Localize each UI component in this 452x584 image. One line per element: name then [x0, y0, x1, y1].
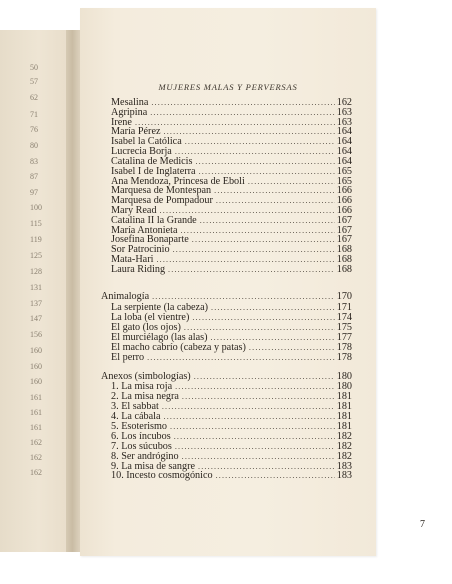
toc-entry-title: El murciélago (las alas) [111, 332, 208, 343]
left-page-number: 160 [30, 362, 42, 371]
toc-entry-title: Marquesa de Pompadour [111, 195, 213, 206]
toc-entry-page: 171 [336, 302, 352, 313]
toc-entry-title: Josefina Bonaparte [111, 234, 189, 245]
toc-entry-page: 164 [336, 156, 352, 167]
left-page-number: 147 [30, 314, 42, 323]
toc-entry-title: 3. El sabbat [111, 401, 159, 412]
dot-leader [147, 352, 335, 364]
left-page-number: 131 [30, 283, 42, 292]
toc-entry-title: Isabel la Católica [111, 136, 182, 147]
toc-entry-page: 178 [336, 342, 352, 353]
left-page-number: 160 [30, 377, 42, 386]
toc-entry-page: 163 [336, 117, 352, 128]
toc-entry-page: 181 [336, 401, 352, 412]
toc-entry-page: 183 [336, 461, 352, 472]
toc-entry-page: 166 [336, 195, 352, 206]
page-number: 7 [420, 519, 425, 530]
toc-entry [111, 264, 352, 276]
toc-entry-page: 178 [336, 352, 352, 363]
toc-entry-page: 182 [336, 451, 352, 462]
left-page-number: 97 [30, 188, 38, 197]
toc-entry-title: 1. La misa roja [111, 381, 173, 392]
toc-entry-page: 181 [336, 421, 352, 432]
toc-entry-title: Mata-Hari [111, 254, 154, 265]
toc-entry-title: El perro [111, 352, 145, 363]
right-page [80, 8, 425, 556]
toc-entry-page: 181 [336, 411, 352, 422]
toc-entry-page: 180 [336, 381, 352, 392]
toc-entry-page: 177 [336, 332, 352, 343]
left-page-number: 128 [30, 267, 42, 276]
toc-entry-title: 4. La cábala [111, 411, 161, 422]
left-page-number: 76 [30, 125, 38, 134]
left-page-number: 50 [30, 63, 38, 72]
toc-entry-title: 8. Ser andrógino [111, 451, 179, 462]
toc-entry-page: 181 [336, 391, 352, 402]
left-page-number: 71 [30, 110, 38, 119]
toc-entry-title: 6. Los íncubos [111, 431, 171, 442]
toc-entry-page: 166 [336, 205, 352, 216]
toc-entry [111, 470, 352, 482]
toc-entry-title: Anexos (simbologías) [101, 371, 191, 382]
left-page-number: 160 [30, 346, 42, 355]
toc-entry-title: Mesalina [111, 97, 149, 108]
toc-entry-page: 166 [336, 185, 352, 196]
toc-entry-page: 164 [336, 146, 352, 157]
left-page [0, 30, 70, 552]
toc-entry-page: 168 [336, 244, 352, 255]
toc-entry-title: Ana Mendoza, Princesa de Eboli [111, 176, 245, 187]
toc-entry-page: 168 [336, 254, 352, 265]
toc-entry-title: Catalina II la Grande [111, 215, 197, 226]
toc-entry-title: 2. La misa negra [111, 391, 179, 402]
toc-entry-page: 174 [336, 312, 352, 323]
toc-entry-title: Irene [111, 117, 132, 128]
left-page-number: 80 [30, 141, 38, 150]
left-page-number: 87 [30, 172, 38, 181]
toc-entry-title: Sor Patrocinio [111, 244, 170, 255]
toc-entry-page: 165 [336, 166, 352, 177]
toc-entry-page: 164 [336, 136, 352, 147]
dot-leader [216, 470, 335, 482]
left-page-number: 125 [30, 251, 42, 260]
toc-entry-page: 167 [336, 225, 352, 236]
toc-entry-page: 167 [336, 234, 352, 245]
toc-entry-page: 162 [336, 97, 352, 108]
left-page-number: 162 [30, 453, 42, 462]
toc-entry-page: 170 [336, 291, 352, 302]
toc-entry-title: Catalina de Medicis [111, 156, 193, 167]
toc-entry-page: 168 [336, 264, 352, 275]
toc-entry-title: La loba (el vientre) [111, 312, 190, 323]
toc-entry-page: 167 [336, 215, 352, 226]
toc-entry-title: 5. Esoterismo [111, 421, 168, 432]
toc-entry-title: Laura Riding [111, 264, 166, 275]
toc-entry-title: Agripina [111, 107, 148, 118]
toc-entry-title: 10. Incesto cosmogónico [111, 470, 213, 481]
toc-entry-page: 164 [336, 126, 352, 137]
toc-entry-title: Isabel I de Inglaterra [111, 166, 196, 177]
left-page-number: 161 [30, 423, 42, 432]
toc-entry-title: El gato (los ojos) [111, 322, 181, 333]
toc-entry-title: Lucrecia Borja [111, 146, 172, 157]
left-page-number: 62 [30, 93, 38, 102]
toc-entry-page: 163 [336, 107, 352, 118]
toc-entry-page: 165 [336, 176, 352, 187]
dot-leader [168, 264, 335, 276]
left-page-number: 100 [30, 203, 42, 212]
toc-entry-page: 180 [336, 371, 352, 382]
toc-entry-title: La serpiente (la cabeza) [111, 302, 208, 313]
left-page-number: 162 [30, 468, 42, 477]
left-page-number: 161 [30, 408, 42, 417]
toc-entry-page: 175 [336, 322, 352, 333]
toc-entry [111, 352, 352, 364]
toc-entry-title: María Antonieta [111, 225, 178, 236]
left-page-number: 57 [30, 77, 38, 86]
toc-entry-title: Marquesa de Montespan [111, 185, 212, 196]
toc-entry-title: Animalogía [101, 291, 150, 302]
table-of-contents [80, 8, 376, 556]
left-page-number: 137 [30, 299, 42, 308]
left-page-number: 162 [30, 438, 42, 447]
toc-entry-page: 182 [336, 431, 352, 442]
toc-entry-title: El macho cabrío (cabeza y patas) [111, 342, 246, 353]
toc-entry-title: María Pérez [111, 126, 161, 137]
toc-entry-page: 182 [336, 441, 352, 452]
left-page-number: 119 [30, 235, 42, 244]
toc-entry-page: 183 [336, 470, 352, 481]
left-page-number: 115 [30, 219, 42, 228]
toc-entry-title: 7. Los súcubos [111, 441, 172, 452]
toc-entry-title: 9. La misa de sangre [111, 461, 196, 472]
left-page-number: 83 [30, 157, 38, 166]
left-page-number: 156 [30, 330, 42, 339]
toc-entry-title: Mary Read [111, 205, 157, 216]
running-header: MUJERES MALAS Y PERVERSAS [158, 82, 298, 92]
left-page-number: 161 [30, 393, 42, 402]
